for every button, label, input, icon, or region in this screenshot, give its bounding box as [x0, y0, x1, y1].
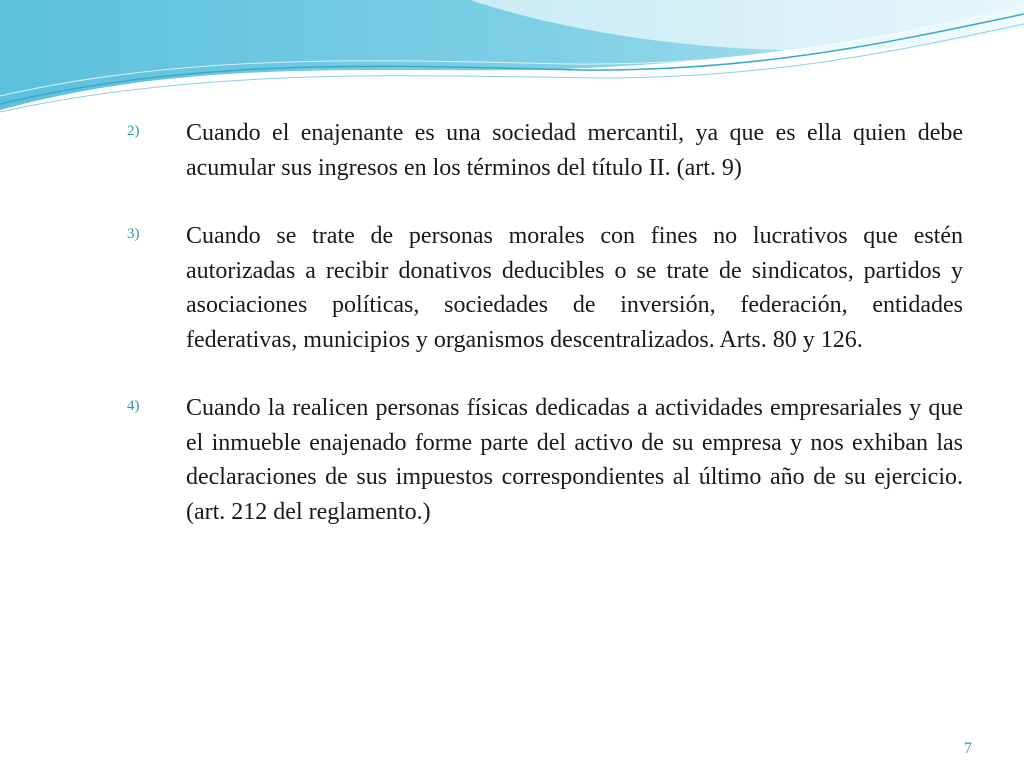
item-text: Cuando el enajenante es una sociedad mercantil, ya que es ella quien debe acumular sus ingresos en los términos del título II. (art. 9) [186, 120, 963, 181]
list-item [0, 116, 1024, 185]
list-item [0, 391, 1024, 529]
item-number: 4) [127, 398, 140, 414]
list-item [0, 219, 1024, 357]
item-number: 3) [127, 226, 140, 242]
page-number: 7 [964, 740, 972, 757]
item-list [0, 116, 1024, 563]
item-text: Cuando la realicen personas físicas dedicadas a actividades empresariales y que el inmueble enajenado forme parte del activo de su empresa y nos exhiban las declaraciones de sus impuestos correspondientes al último año de su ejercicio. (art. 212 del reglamento.) [186, 395, 963, 525]
item-text: Cuando se trate de personas morales con fines no lucrativos que estén autorizadas a recibir donativos deducibles o se trate de sindicatos, partidos y asociaciones políticas, sociedades de inversión, federación, entidades federativas, municipios y organismos descentralizados. Arts. 80 y 126. [186, 223, 963, 353]
header-wave-decoration [0, 0, 1024, 130]
item-number: 2) [127, 123, 140, 139]
